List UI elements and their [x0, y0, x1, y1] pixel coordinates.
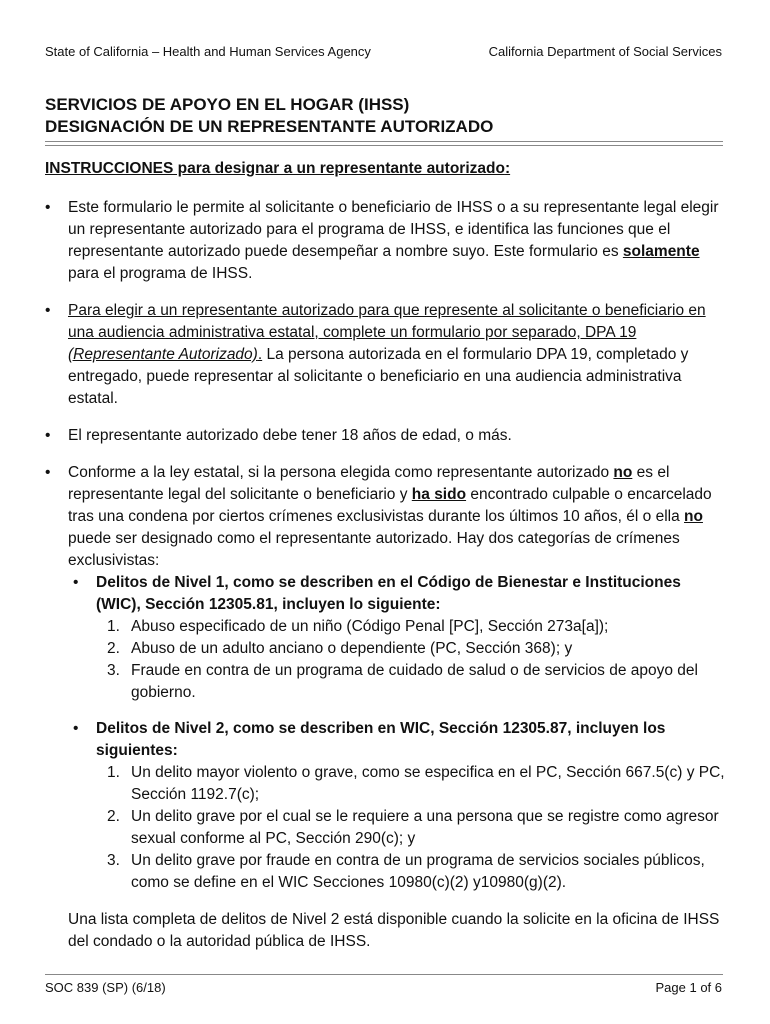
bullet-item-state-law	[45, 462, 725, 894]
bullet-4-part-2: es el representante legal del solicitante o beneficiario y	[68, 464, 670, 503]
header-agency: State of California – Health and Human Services Agency	[45, 44, 371, 59]
bullet-marker: •	[45, 427, 51, 444]
tier-2-item-text: Un delito grave por el cual se le requiere a una persona que se registre como agresor sexual conforme al PC, Sección 290(c); y	[131, 808, 719, 847]
list-number: 1.	[107, 764, 120, 781]
tier-2-item	[96, 806, 725, 850]
sub-bullet-marker: •	[73, 720, 79, 737]
title-divider	[45, 141, 723, 142]
bullet-1-tail: para el programa de IHSS.	[68, 265, 253, 282]
tier-2-section	[68, 718, 725, 894]
sub-bullet-marker: •	[73, 574, 79, 591]
page-number: Page 1 of 6	[655, 980, 722, 995]
tier-1-section	[68, 572, 725, 704]
bullet-4-part-4: puede ser designado como el representante autorizado. Hay dos categorías de crímenes exclusivistas:	[68, 530, 680, 569]
bullet-4-ha-sido: ha sido	[411, 486, 467, 503]
instructions-body	[45, 197, 725, 953]
bullet-2-tail: La persona autorizada en el formulario DPA 19, completado y entregado, puede representar al solicitante o beneficiario en una audiencia administrativa estatal.	[68, 346, 689, 407]
title-line-2: DESIGNACIÓN DE UN REPRESENTANTE AUTORIZADO	[45, 117, 494, 136]
bullet-marker: •	[45, 464, 51, 481]
closing-paragraph: Una lista completa de delitos de Nivel 2 está disponible cuando la solicite en la oficina de IHSS del condado o la autoridad pública de IHSS.	[68, 911, 720, 950]
bullet-item-age	[45, 425, 725, 447]
bullet-2-period: .	[257, 346, 263, 363]
tier-1-item	[96, 660, 725, 704]
bullet-1-emphasis: solamente	[622, 243, 700, 260]
list-number: 2.	[107, 808, 120, 825]
tier-1-heading: Delitos de Nivel 1, como se describen en el Código de Bienestar e Instituciones (WIC), Sección 12305.81, incluyen lo siguiente:	[96, 574, 681, 613]
title-divider-2	[45, 145, 723, 146]
tier-1-item-text: Abuso de un adulto anciano o dependiente (PC, Sección 368); y	[131, 640, 573, 657]
instructions-heading	[45, 160, 510, 178]
tier-1-item	[96, 638, 725, 660]
tier-1-item	[96, 616, 725, 638]
bullet-2-underlined: Para elegir a un representante autorizado para que represente al solicitante o beneficiario en una audiencia administrativa estatal, complete un formulario por separado, DPA 19	[68, 302, 706, 341]
page-title	[45, 94, 493, 138]
bullet-marker: •	[45, 199, 51, 216]
bullet-3-text: El representante autorizado debe tener 18 años de edad, o más.	[68, 427, 512, 444]
footer-divider	[45, 974, 723, 975]
bullet-4-no-2: no	[684, 508, 703, 525]
bullet-item-dpa19	[45, 300, 725, 410]
tier-2-item-text: Un delito grave por fraude en contra de un programa de servicios sociales públicos, como se define en el WIC Secciones 10980(c)(2) y10980(g)(2).	[131, 852, 705, 891]
bullet-1-text: Este formulario le permite al solicitante o beneficiario de IHSS o a su representante legal elegir un representante autorizado para el programa de IHSS, e identifica las funciones que el representante autorizado puede desempeñar a nombre suyo. Este formulario es	[68, 199, 719, 260]
bullet-4-part-1: Conforme a la ley estatal, si la persona elegida como representante autorizado	[68, 464, 614, 481]
bullet-4-no-1: no	[613, 464, 633, 481]
instructions-colon: :	[504, 160, 511, 177]
title-line-1: SERVICIOS DE APOYO EN EL HOGAR (IHSS)	[45, 95, 410, 114]
bullet-4-part-3: encontrado culpable o encarcelado tras una condena por ciertos crímenes exclusivistas durante los últimos 10 años, él o ella	[68, 486, 712, 525]
list-number: 1.	[107, 618, 120, 635]
header-department: California Department of Social Services	[488, 44, 722, 59]
tier-1-item-text: Abuso especificado de un niño (Código Penal [PC], Sección 273a[a]);	[131, 618, 609, 635]
tier-1-item-text: Fraude en contra de un programa de cuidado de salud o de servicios de apoyo del gobierno.	[131, 662, 698, 701]
instructions-heading-text: INSTRUCCIONES para designar a un representante autorizado	[45, 160, 505, 177]
bullet-marker: •	[45, 302, 51, 319]
list-number: 2.	[107, 640, 120, 657]
tier-2-item	[96, 850, 725, 894]
list-number: 3.	[107, 662, 120, 679]
bullet-item-form-purpose	[45, 197, 725, 285]
form-id: SOC 839 (SP) (6/18)	[45, 980, 166, 995]
tier-2-item-text: Un delito mayor violento o grave, como se especifica en el PC, Sección 667.5(c) y PC, Sección 1192.7(c);	[131, 764, 725, 803]
list-number: 3.	[107, 852, 120, 869]
tier-2-heading: Delitos de Nivel 2, como se describen en WIC, Sección 12305.87, incluyen los siguientes:	[96, 720, 666, 759]
tier-2-item	[96, 762, 725, 806]
bullet-2-form-name: (Representante Autorizado)	[68, 346, 258, 363]
